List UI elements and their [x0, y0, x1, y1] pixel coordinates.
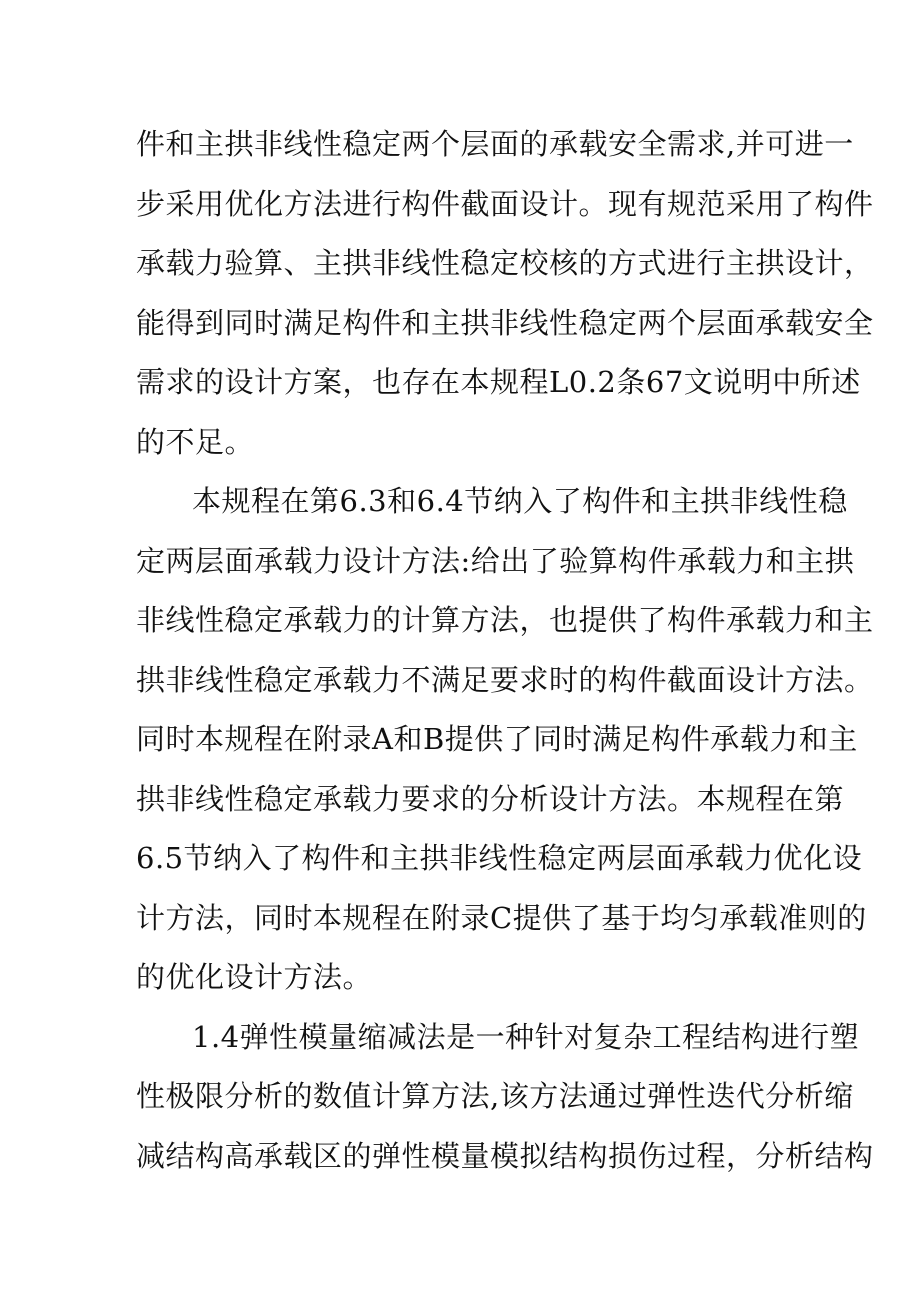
text-line: 同时本规程在附录A和B提供了同时满足构件承载力和主: [136, 722, 858, 756]
text-line: 承载力验算、主拱非线性稳定校核的方式进行主拱设计，: [136, 246, 874, 280]
text-line: 件和主拱非线性稳定两个层面的承载安全需求,并可进一: [136, 127, 854, 161]
text-line: 的不足。: [136, 424, 255, 459]
text-line: 1.4弹性模量缩减法是一种针对复杂工程结构进行塑: [192, 1019, 860, 1054]
text-line: 6.5节纳入了构件和主拱非线性稳定两层面承载力优化设: [136, 841, 863, 875]
text-line: 非线性稳定承载力的计算方法，也提供了构件承载力和主: [136, 603, 874, 637]
paragraph-2: [136, 472, 874, 1008]
text-line: 的优化设计方法。: [136, 960, 373, 994]
paragraph-3: [136, 1008, 874, 1187]
text-line: 计方法，同时本规程在附录C提供了基于均匀承载准则的: [136, 900, 867, 935]
text-line: 性极限分析的数值计算方法,该方法通过弹性迭代分析缩: [136, 1079, 854, 1113]
text-line: 定两层面承载力设计方法:给出了验算构件承载力和主拱: [136, 543, 855, 578]
text-line: 拱非线性稳定承载力不满足要求时的构件截面设计方法。: [136, 662, 874, 697]
text-line: 拱非线性稳定承载力要求的分析设计方法。本规程在第: [136, 781, 845, 816]
text-line: 本规程在第6.3和6.4节纳入了构件和主拱非线性稳: [192, 484, 848, 518]
text-line: 能得到同时满足构件和主拱非线性稳定两个层面承载安全: [136, 305, 874, 340]
document-page: [136, 115, 874, 1186]
paragraph-1: [136, 115, 874, 472]
text-line: 需求的设计方案，也存在本规程L0.2条67文说明中所述: [136, 365, 861, 399]
text-line: 减结构高承载区的弹性模量模拟结构损伤过程，分析结构: [136, 1138, 874, 1173]
text-line: 步采用优化方法进行构件截面设计。现有规范采用了构件: [136, 186, 874, 221]
